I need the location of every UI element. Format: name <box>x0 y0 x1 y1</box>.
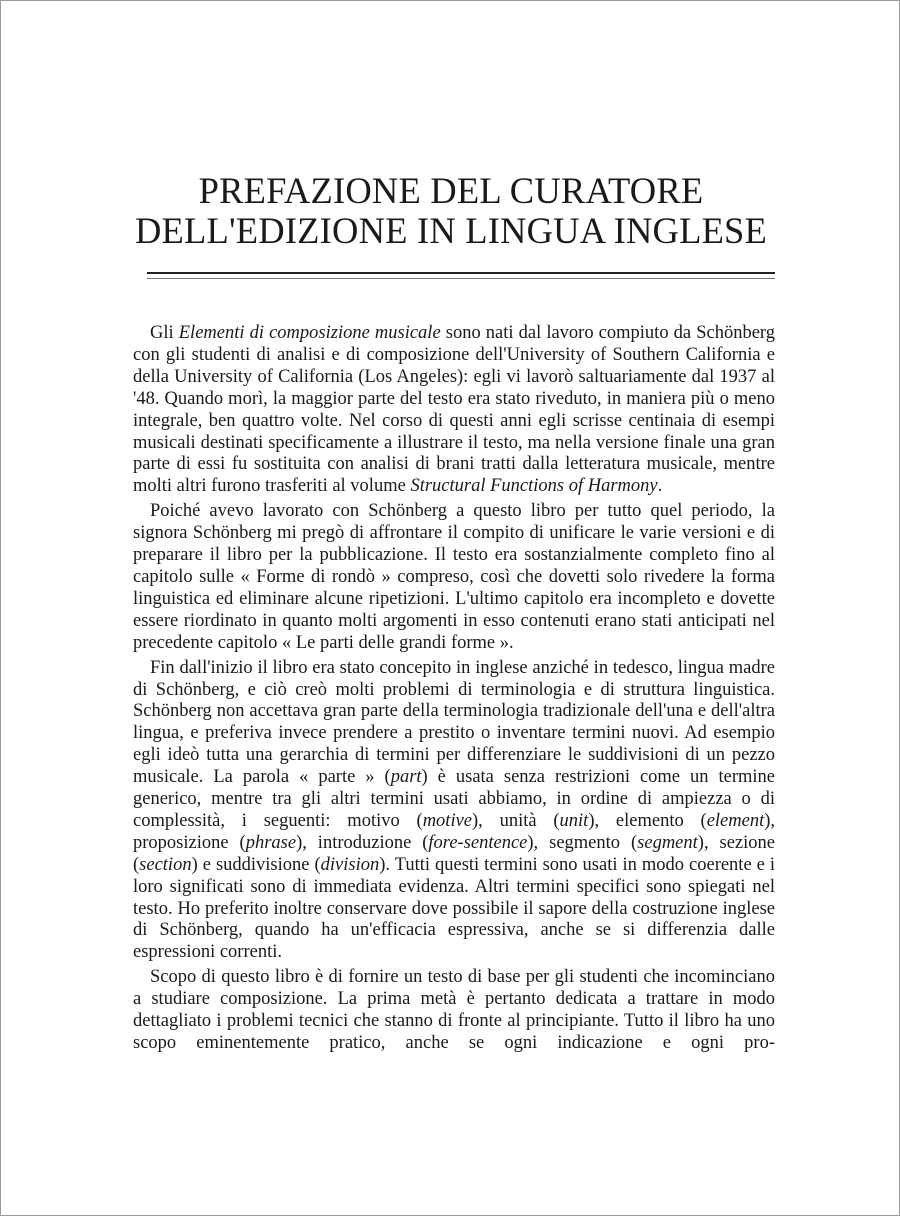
title-line-2: DELL'EDIZIONE IN LINGUA INGLESE <box>134 210 768 251</box>
title-line-1: PREFAZIONE DEL CURATORE <box>198 170 704 211</box>
title-divider-thin <box>147 278 775 279</box>
paragraph-2: Poiché avevo lavorato con Schönberg a questo libro per tutto quel periodo, la signora Schönberg mi pregò di affrontare il compito di unificare le varie versioni e di preparare il libro per la pubblicazione. Il testo era sostanzialmente completo fino al capitolo sulle « Forme di rondò » compreso, così che dovetti solo rivedere la forma linguistica ed eliminare alcune ripetizioni. L'ultimo capitolo era incompleto e dovette essere riordinato in quanto molti argomenti in esso contenuti erano stati anticipati nel precedente capitolo « Le parti delle grandi forme ». <box>133 501 775 653</box>
paragraph-1: Gli Elementi di composizione musicale sono nati dal lavoro compiuto da Schönberg con gli studenti di analisi e di composizione dell'University of Southern California e della University of California (Los Angeles): egli vi lavorò saltuariamente dal 1937 al '48. Quando morì, la maggior parte del testo era stato riveduto, in maniera più o meno integrale, ben quattro volte. Nel corso di questi anni egli scrisse centinaia di esempi musicali destinati specificamente a illustrare il testo, ma nella versione finale una gran parte di essi fu sostituita con analisi di brani tratti dalla letteratura musicale, mentre molti altri furono trasferiti al volume Structural Functions of Harmony. <box>133 323 776 497</box>
title-divider <box>147 272 775 274</box>
page-title <box>121 171 781 251</box>
book-title-elementi: Elementi di composizione musicale <box>178 323 441 343</box>
paragraph-4: Scopo di questo libro è di fornire un testo di base per gli studenti che incominciano a studiare composizione. La prima metà è pertanto dedicata a trattare in modo dettagliato i problemi tecnici che stanno di fronte al principiante. Tutto il libro ha uno scopo eminentemente pratico, anche se ogni indicazione e ogni pro- <box>133 967 775 1053</box>
paragraph-3: Fin dall'inizio il libro era stato concepito in inglese anziché in tedesco, lingua madre di Schönberg, e ciò creò molti problemi di terminologia e di struttura linguistica. Schönberg non accettava gran parte della terminologia tradizionale dell'una e dell'altra lingua, e preferiva invece prendere a prestito o inventare termini nuovi. Ad esempio egli ideò tutta una gerarchia di termini per differenziare le suddivisioni di un pezzo musicale. La parola « parte » (part) è usata senza restrizioni come un termine generico, mentre tra gli altri termini usati abbiamo, in ordine di ampiezza o di complessità, i seguenti: motivo (motive), unità (unit), elemento (element), proposizione (phrase), introduzione (fore-sentence), segmento (segment), sezione (section) e suddivisione (division). Tutti questi termini sono usati in modo coerente e i loro significati sono di immediata evidenza. Altri termini specifici sono spiegati nel testo. Ho preferito inoltre conservare dove possibile il sapore della costruzione inglese di Schönberg, quando ha un'efficacia espressiva, anche se si differenzia dalle espressioni correnti. <box>133 657 776 963</box>
body-text <box>133 323 775 1058</box>
book-title-structural-functions: Structural Functions of Harmony <box>410 476 658 497</box>
